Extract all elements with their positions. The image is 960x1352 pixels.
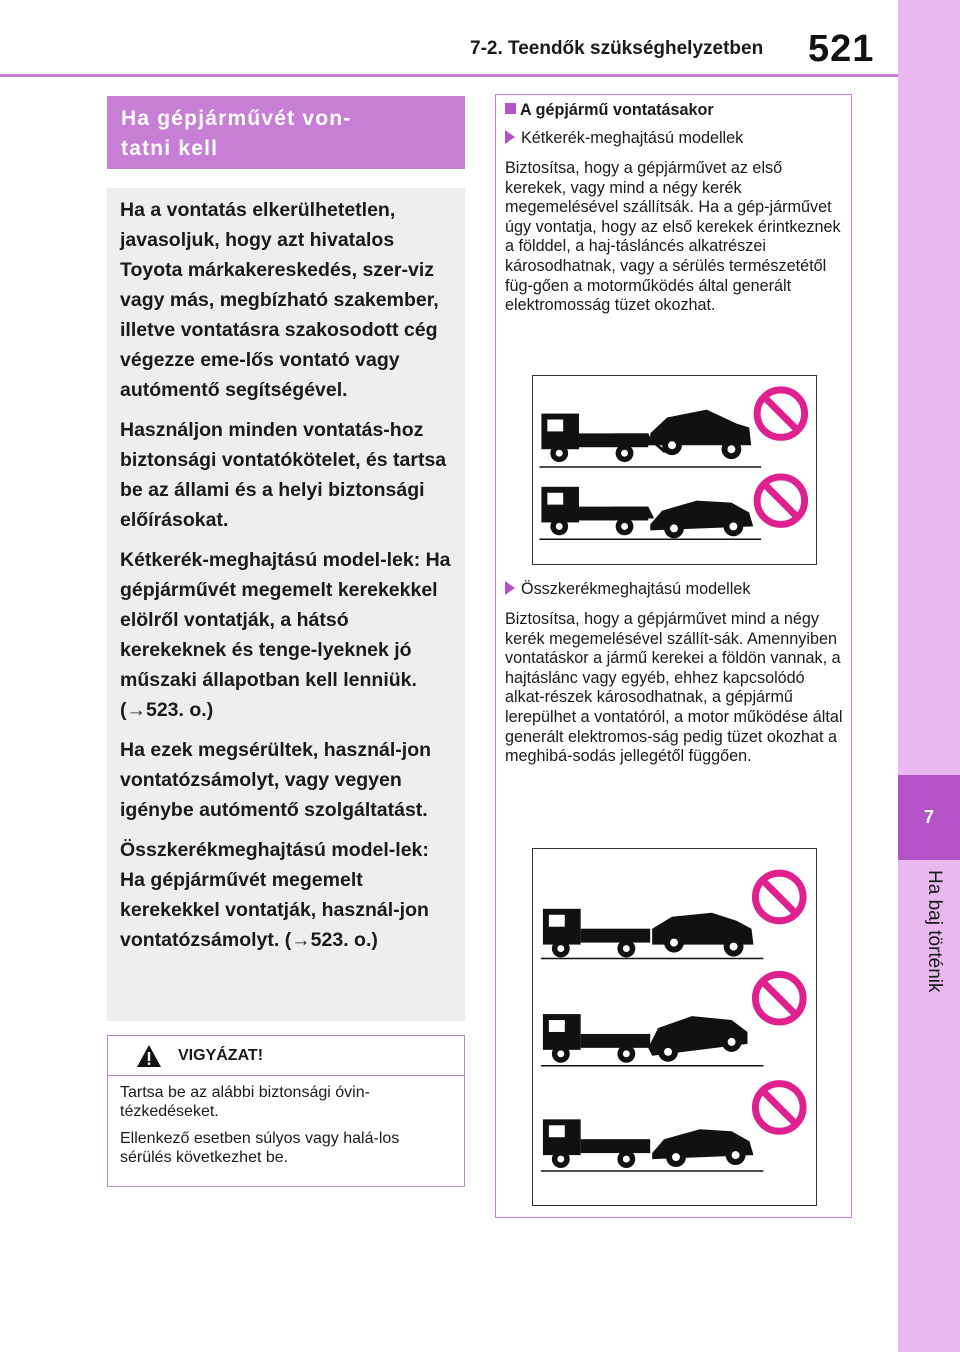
car-icon [650, 501, 753, 539]
car-icon [650, 410, 751, 459]
warning-box [107, 1035, 465, 1187]
header-divider [0, 74, 898, 77]
two-wheel-drive-title: Kétkerék-meghajtású modellek [521, 129, 744, 147]
towing-section-heading [505, 101, 845, 121]
square-bullet-icon [505, 103, 516, 114]
summary-paragraph: Összkerékmeghajtású model-lek: Ha gépjárművét megemelt kerekekkel vontatják, használ-jon vontatózsámolyt. (→523. o.) [120, 839, 429, 951]
section-title: 7-2. Teendők szükséghelyzetben [470, 38, 764, 59]
warning-header [108, 1036, 464, 1076]
chapter-number-tab[interactable]: 7 [898, 775, 960, 860]
warning-title: VIGYÁZAT! [178, 1046, 264, 1064]
tow-truck-icon [543, 1119, 650, 1168]
summary-paragraph: Kétkerék-meghajtású model-lek: Ha gépjárművét megemelt kerekekkel elölről vontatják, a hátsó kerekeknek és tenge-lyeknek jó műszaki állapotban kell lenniük. (→523. o.) [120, 549, 451, 721]
four-wheel-drive-text: Biztosítsa, hogy a gépjárművet mind a négy kerék megemelésével szállít-sák. Amennyiben vontatáskor a jármű kerekei a földön vannak, a hajtáslánc vagy egyéb, ehhez kapcsolódó alkat-részek károsodhatnak, a gépjármű lerepülhet a vontatóról, a motor működése által generált elektromos-ság pedig tüzet okozhat a meghibá-sodás jellegétől függően. [505, 610, 843, 766]
chapter-label: Ha baj történik [924, 870, 945, 993]
tow-truck-icon [541, 487, 654, 535]
towing-section-heading-text: A gépjármű vontatásakor [520, 101, 714, 119]
summary-paragraph: Ha ezek megsérültek, használ-jon vontatózsámolyt, vagy vegyen igénybe autómentő szolgáltatást. [120, 739, 432, 821]
triangle-bullet-icon [505, 581, 515, 595]
prohibition-icon [757, 477, 804, 524]
car-icon [652, 913, 753, 957]
topic-heading [107, 96, 465, 169]
triangle-bullet-icon [505, 130, 515, 144]
chapter-sidebar [898, 0, 960, 1352]
four-wheel-drive-subheading [505, 580, 845, 600]
summary-paragraph: Ha a vontatás elkerülhetetlen, javasoljuk, hogy azt hivatalos Toyota márkakereskedés, szer-viz vagy más, megbízható szakember, illetve vontatásra szakosodott cég végezze eme-lős vontató vagy autómentő segítségével. [120, 199, 439, 401]
topic-heading-line2: tatni kell [121, 137, 219, 160]
topic-heading-line1: Ha gépjárművét von- [121, 107, 352, 130]
prohibition-icon [755, 1084, 803, 1132]
warning-text: Tartsa be az alábbi biztonsági óvin-tézkedéseket. [120, 1084, 370, 1120]
car-icon [652, 1129, 753, 1167]
car-icon [648, 1016, 747, 1062]
two-wheel-drive-text: Biztosítsa, hogy a gépjárművet az első kerekek, vagy mind a négy kerék megemelésével szállítsák. Ha a gép-járművet úgy vontatja, hogy az első kerekek érintkeznek a földdel, a haj-tásláncés alkatrészei károsodhatnak, vagy a sérülés természetétől füg-gően a motorműködés által generált elektromosság tüzet okozhat. [505, 159, 841, 315]
two-wheel-drive-subheading [505, 129, 845, 149]
four-wheel-drive-towing-illustration [532, 848, 817, 1206]
two-wheel-drive-towing-illustration [532, 375, 817, 565]
prohibition-icon [755, 873, 803, 921]
towing-details-box [495, 94, 852, 1218]
warning-triangle-icon [136, 1044, 162, 1068]
summary-paragraph: Használjon minden vontatás-hoz biztonsági vontatókötelet, és tartsa be az állami és a helyi biztonsági előírásokat. [120, 419, 447, 531]
summary-box [107, 188, 465, 1021]
four-wheel-drive-title: Összkerékmeghajtású modellek [521, 580, 751, 598]
prohibition-icon [755, 974, 803, 1022]
warning-text: Ellenkező esetben súlyos vagy halá-los sérülés következhet be. [120, 1130, 400, 1166]
tow-truck-icon [543, 909, 650, 958]
prohibition-icon [757, 390, 804, 437]
page-number: 521 [808, 28, 875, 70]
tow-truck-icon [543, 1014, 650, 1063]
